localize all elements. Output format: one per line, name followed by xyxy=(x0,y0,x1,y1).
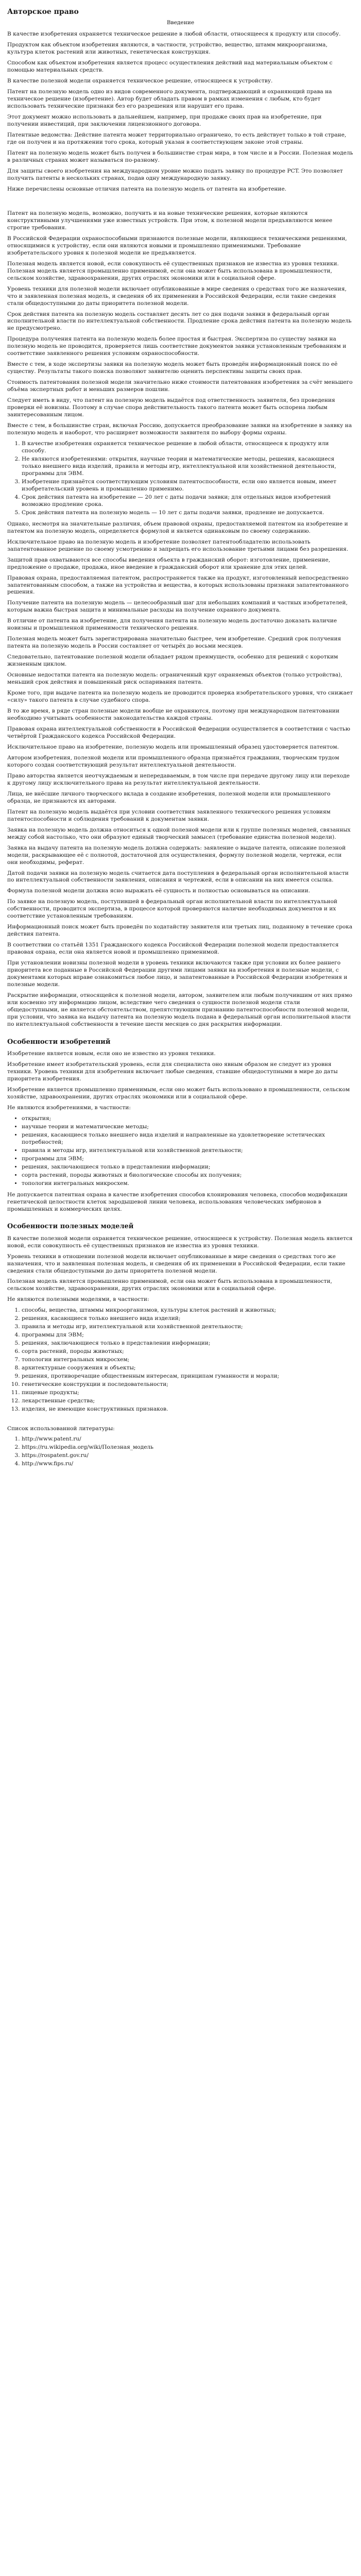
list-item: 5. Срок действия патента на полезную модель — 10 лет с даты подачи заявки, продление не допускается. xyxy=(22,510,354,517)
paragraph: Патент на полезную модель, возможно, получить и на новые технические решения, которые являются конструктивными улучшениями уже известных устройств. При этом, к полезной модели предъявляются менее строгие требования. xyxy=(7,210,333,231)
section-utility xyxy=(7,1235,354,1413)
list-item: 2. решения, касающиеся только внешнего вида изделий; xyxy=(22,1315,354,1323)
section-legal xyxy=(7,726,354,823)
list-item: 4. программы для ЭВМ; xyxy=(22,1332,354,1339)
paragraph: Полезная модель является новой, если совокупность её существенных признаков не известна из уровня техники. Полезная модель является промышленно применимой, если она может быть использована в промышленности, сельском хозяйстве, здравоохранении, других отраслях экономики или в социальной сфере. xyxy=(7,260,339,281)
paragraph: Полезная модель является промышленно применимой, если она может быть использована в промышленности, сельском хозяйстве, здравоохранении, других отраслях экономики или в социальной сфере. xyxy=(7,1278,332,1292)
references-title: Список использованной литературы: xyxy=(7,1425,115,1432)
list-item: 4. Срок действия патента на изобретение — 20 лет с даты подачи заявки; для отдельных видов изобретений возможно продление срока. xyxy=(22,494,354,509)
list-item: • сорта растений, породы животных и биологические способы их получения; xyxy=(22,1172,354,1179)
list-item: 1. В качестве изобретения охраняется техническое решение в любой области, относящееся к продукту или способу. xyxy=(22,440,354,455)
paragraph: Патент на полезную модель выдаётся при условии соответствия заявленного технического решения условиям патентоспособности и соблюдения требований к документам заявки. xyxy=(7,808,331,822)
paragraph: Патентные ведомства: Действие патента может территориально ограничено, то есть действует только в той стране, где он получен и на протяжении того срока, который указан в соответствующем законе этой страны. xyxy=(7,132,347,146)
paragraph: Стоимость патентования полезной модели значительно ниже стоимости патентования изобретения за счёт меньшего объёма экспертных работ и меньших размеров пошлин. xyxy=(7,379,353,393)
paragraph: Вместе с тем, в большинстве стран, включая Россию, допускается преобразование заявки на изобретение в заявку на полезную модель и наоборот, что расширяет возможности заявителя по выбору формы охраны. xyxy=(7,422,352,436)
section-heading-inventions: Особенности изобретений xyxy=(7,1038,111,1046)
list-item: 9. решения, противоречащие общественным интересам, принципам гуманности и морали; xyxy=(22,1373,354,1380)
reference-link[interactable]: https://rospatent.gov.ru/ xyxy=(22,1452,89,1459)
section-utility-overview xyxy=(7,210,354,437)
paragraph: Изобретение является промышленно применимым, если оно может быть использовано в промышленности, сельском хозяйстве, здравоохранении, других отраслях экономики или в социальной сфере. xyxy=(7,1086,350,1100)
paragraph: В Российской Федерации охраноспособными признаются полезные модели, являющиеся техническими решениями, относящимися к устройству, если они являются новыми и промышленно применимыми. Требование изобретательского уровня к полезной модели не предъявляется. xyxy=(7,235,347,256)
paragraph: Полезная модель может быть зарегистрирована значительно быстрее, чем изобретение. Средний срок получения патента на полезную модель в России составляет от четырёх до восьми месяцев. xyxy=(7,636,341,650)
paragraph: В качестве изобретения охраняется техническое решение в любой области, относящееся к продукту или способу. xyxy=(7,31,341,38)
list-intro: Не являются изобретениями, в частности: xyxy=(7,1104,131,1111)
numbered-list xyxy=(7,440,354,517)
paragraph: Правовая охрана, предоставляемая патентом, распространяется также на продукт, изготовленный непосредственно запатентованным способом, а также на устройства и вещества, в которых использованы признаки запатентованного решения. xyxy=(7,574,349,596)
paragraph: Уровень техники в отношении полезной модели включает опубликованные в мире сведения о средствах того же назначения, что и заявленная полезная модель, и сведения об их применении в Российской Федерации, если такие сведения стали общедоступными до даты приоритета полезной модели. xyxy=(7,1253,346,1274)
paragraph: В то же время, в ряде стран полезные модели вообще не охраняются, поэтому при международном патентовании необходимо учитывать особенности законодательства каждой страны. xyxy=(7,708,340,722)
paragraph: Лица, не внёсшие личного творческого вклада в создание изобретения, полезной модели или промышленного образца, не признаются их авторами. xyxy=(7,790,331,804)
list-item: 3. правила и методы игр, интеллектуальной или хозяйственной деятельности; xyxy=(22,1324,354,1331)
paragraph: Изобретение имеет изобретательский уровень, если для специалиста оно явным образом не следует из уровня техники. Уровень техники для изобретения включает любые сведения, ставшие общедоступными в мире до даты приоритета изобретения. xyxy=(7,1061,338,1082)
paragraph: Основные недостатки патента на полезную модель: ограниченный круг охраняемых объектов (только устройства), меньший срок действия и повышенный риск оспаривания патента. xyxy=(7,672,342,686)
reference-item xyxy=(22,1444,354,1451)
paragraph: По заявке на полезную модель, поступившей в федеральный орган исполнительной власти по интеллектуальной собственности, проводится экспертиза, в процессе которой проверяются наличие необходимых документов и их соответствие установленным требованиям. xyxy=(7,899,338,920)
paragraph: Патент на полезную модель одно из видов современного документа, подтверждающий и охраняющий права на техническое решение (изобретение). Автор будет обладать правом в рамках изменения с любым, кто будет использовать технические признаки без его разрешения или нарушит его права. xyxy=(7,89,332,110)
paragraph: Заявка на выдачу патента на полезную модель должна содержать: заявление о выдаче патента, описание полезной модели, раскрывающее её с полнотой, достаточной для осуществления, формулу полезной модели, чертежи, если они необходимы, реферат. xyxy=(7,844,346,866)
references-list xyxy=(7,1436,354,1468)
intro-heading: Введение xyxy=(166,20,195,26)
numbered-list xyxy=(7,1307,354,1413)
paragraph: В отличие от патента на изобретение, для получения патента на полезную модель достаточно доказать наличие новизны и промышленной применимости технического решения. xyxy=(7,618,337,632)
paragraph: Заявка на полезную модель должна относиться к одной полезной модели или к группе полезных моделей, связанных между собой настолько, что они образуют единый творческий замысел (требование единства полезной модели). xyxy=(7,826,351,840)
paragraph: Кроме того, при выдаче патента на полезную модель не проводится проверка изобретательского уровня, что снижает «силу» такого патента в случае судебного спора. xyxy=(7,690,353,704)
reference-item xyxy=(22,1436,354,1443)
list-item: 5. решения, заключающиеся только в представлении информации; xyxy=(22,1340,354,1347)
paragraph: Получение патента на полезную модель — целесообразный шаг для небольших компаний и частных изобретателей, которым важна быстрая защита и минимальные расходы на получение охранного документа. xyxy=(7,600,348,614)
list-item: • правила и методы игр, интеллектуальной или хозяйственной деятельности; xyxy=(22,1147,354,1155)
paragraph: Не допускается патентная охрана в качестве изобретения способов клонирования человека, способов модификации генетической целостности клеток зародышевой линии человека, использования человеческих эмбрионов в промышленных и коммерческих целях. xyxy=(7,1191,348,1212)
paragraph: Изобретение является новым, если оно не известно из уровня техники. xyxy=(7,1050,216,1057)
reference-item xyxy=(22,1461,354,1468)
list-item: • решения, заключающиеся только в представлении информации; xyxy=(22,1164,354,1171)
paragraph: Правовая охрана интеллектуальной собственности в Российской Федерации осуществляется в соответствии с частью четвёртой Гражданского кодекса Российской Федерации. xyxy=(7,726,351,739)
intro-section xyxy=(7,31,354,193)
paragraph: Однако, несмотря на значительные различия, объем правовой охраны, предоставляемой патентом на изобретение и патентом на полезную модель, определяется формулой и является одинаковым по своему содержанию. xyxy=(7,520,348,534)
paragraph: Уровень техники для полезной модели включает опубликованные в мире сведения о средствах того же назначения, что и заявленная полезная модель, и сведения об их применении в Российской Федерации, если такие сведения стали общедоступными до даты приоритета полезной модели. xyxy=(7,285,347,307)
paragraph: Информационный поиск может быть проведён по ходатайству заявителя или третьих лиц, поданному в течение срока действия патента. xyxy=(7,924,353,938)
list-item: 12. лекарственные средства; xyxy=(22,1398,354,1405)
paragraph: Продуктом как объектом изобретения являются, в частности, устройство, вещество, штамм микроорганизма, культура клеток растений или животных, генетическая конструкция. xyxy=(7,42,328,56)
list-item: 6. сорта растений, породы животных; xyxy=(22,1348,354,1355)
list-item: • открытия; xyxy=(22,1115,354,1123)
list-item: • программы для ЭВМ; xyxy=(22,1156,354,1163)
list-item: 11. пищевые продукты; xyxy=(22,1389,354,1397)
paragraph: Формула полезной модели должна ясно выражать её сущность и полностью основываться на описании. xyxy=(7,888,311,894)
paragraph: Срок действия патента на полезную модель составляет десять лет со дня подачи заявки в федеральный орган исполнительной власти по интеллектуальной собственности. Продление срока действия патента на полезную модель не предусмотрено. xyxy=(7,311,352,332)
paragraph: При установлении новизны полезной модели в уровень техники включаются также при условии их более раннего приоритета все поданные в Российской Федерации другими лицами заявки на изобретения и полезные модели, с документами которых вправе ознакомиться любое лицо, и запатентованные в Российской Федерации изобретения и полезные модели. xyxy=(7,960,348,988)
section-comparison xyxy=(7,521,354,722)
reference-link[interactable]: http://www.patent.ru/ xyxy=(22,1435,81,1442)
paragraph: Ниже перечислены основные отличия патента на полезную модель от патента на изобретение. xyxy=(7,185,287,192)
bullet-list xyxy=(7,1115,354,1188)
paragraph: Следовательно, патентование полезной модели обладает рядом преимуществ, особенно для решений с коротким жизненным циклом. xyxy=(7,654,338,668)
list-item: 7. топологии интегральных микросхем; xyxy=(22,1357,354,1364)
reference-link[interactable]: https://ru.wikipedia.org/wiki/Полезная_модель xyxy=(22,1444,153,1450)
paragraph: Для защиты своего изобретения на международном уровне можно подать заявку по процедуре PCT. Это позволяет получить патенты в нескольких странах, подав одну международную заявку. xyxy=(7,167,343,181)
paragraph: В качестве полезной модели охраняется техническое решение, относящееся к устройству. xyxy=(7,78,273,84)
paragraph: Исключительное право на полезную модель и изобретение позволяет патентообладателю использовать запатентованное решение по своему усмотрению и запрещать его использование третьими лицами без разрешения. xyxy=(7,538,349,552)
list-item: 13. изделия, не имеющие конструктивных признаков. xyxy=(22,1406,354,1413)
paragraph: Раскрытие информации, относящейся к полезной модели, автором, заявителем или любым получившим от них прямо или косвенно эту информацию лицом, вследствие чего сведения о сущности полезной модели стали общедоступными, не является обстоятельством, препятствующим признанию патентоспособности полезной модели, при условии, что заявка на выдачу патента на полезную модель подана в федеральный орган исполнительной власти по интеллектуальной собственности в течение шести месяцев со дня раскрытия информации. xyxy=(7,992,352,1027)
section-patentability xyxy=(7,942,354,1028)
list-item: 10. генетические конструкции и последовательности; xyxy=(22,1381,354,1388)
section-heading-utility: Особенности полезных моделей xyxy=(7,1223,134,1231)
reference-item xyxy=(22,1452,354,1460)
paragraph: Право авторства является неотчуждаемым и непередаваемым, в том числе при передаче другому лицу или переходе к другому лицу исключительного права на результат интеллектуальной деятельности. xyxy=(7,772,350,786)
section-application xyxy=(7,827,354,939)
paragraph: В качестве полезной модели охраняется техническое решение, относящееся к устройству. Полезная модель является новой, если совокупность её существенных признаков не известна из уровня техники. xyxy=(7,1235,353,1249)
list-item: • решения, касающиеся только внешнего вида изделий и направленные на удовлетворение эстетических потребностей; xyxy=(22,1132,354,1146)
paragraph: Патент на полезную модель может быть получен в большинстве стран мира, в том числе и в России. Полезная модель в различных странах может называться по-разному. xyxy=(7,150,353,163)
list-item: 8. архитектурные сооружения и объекты; xyxy=(22,1365,354,1372)
paragraph: Этот документ можно использовать в дальнейшем, например, при продаже своих прав на изобретение, при получении инвестиций, при заключении лицензионного договора. xyxy=(7,114,322,128)
list-item: 2. Не являются изобретениями: открытия, научные теории и математические методы, решения, касающиеся только внешнего вида изделий, правила и методы игр, интеллектуальной или хозяйственной деятельности, программы для ЭВМ. xyxy=(22,456,354,478)
paragraph: Процедура получения патента на полезную модель более простая и быстрая. Экспертиза по существу заявки на полезную модель не проводится, проверяется лишь соответствие документов заявки установленным требованиям и соответствие заявленного решения условиям охраноспособности. xyxy=(7,336,347,357)
page-title: Авторское право xyxy=(7,8,79,16)
paragraph: В соответствии со статьёй 1351 Гражданского кодекса Российской Федерации полезной модели предоставляется правовая охрана, если она является новой и промышленно применимой. xyxy=(7,942,339,956)
list-item: 1. способы, вещества, штаммы микроорганизмов, культуры клеток растений и животных; xyxy=(22,1307,354,1314)
paragraph: Защитой прав охватываются все способы введения объекта в гражданский оборот: изготовление, применение, предложение о продаже, продажа, иное введение в гражданский оборот или хранение для этих целей. xyxy=(7,556,331,570)
paragraph: Автором изобретения, полезной модели или промышленного образца признаётся гражданин, творческим трудом которого создан соответствующий результат интеллектуальной деятельности. xyxy=(7,754,339,768)
list-item: • топологии интегральных микросхем. xyxy=(22,1180,354,1188)
list-item: 3. Изобретение признаётся соответствующим условиям патентоспособности, если оно является новым, имеет изобретательский уровень и промышленно применимо. xyxy=(22,479,354,493)
reference-link[interactable]: http://www.fips.ru/ xyxy=(22,1460,74,1467)
paragraph: Исключительное право на изобретение, полезную модель или промышленный образец удостоверяется патентом. xyxy=(7,743,339,750)
list-item: • научные теории и математические методы; xyxy=(22,1124,354,1131)
section-inventions xyxy=(7,1050,354,1213)
list-intro: Не являются полезными моделями, в частности: xyxy=(7,1296,149,1303)
paragraph: Способом как объектом изобретения является процесс осуществления действий над материальным объектом с помощью материальных средств. xyxy=(7,60,333,74)
section-gap xyxy=(7,197,354,210)
paragraph: Вместе с тем, в ходе экспертизы заявки на полезную модель может быть проведён информационный поиск по её существу. Результаты такого поиска позволяют заявителю оценить перспективы защиты своих прав. xyxy=(7,361,338,375)
paragraph: Датой подачи заявки на полезную модель считается дата поступления в федеральный орган исполнительной власти по интеллектуальной собственности заявления, описания и чертежей, если в описании на них имеется ссылка. xyxy=(7,870,349,884)
paragraph: Следует иметь в виду, что патент на полезную модель выдаётся под ответственность заявителя, без проведения проверки её новизны. Поэтому в случае спора действительность такого патента может быть оспорена любым заинтересованным лицом. xyxy=(7,397,335,418)
